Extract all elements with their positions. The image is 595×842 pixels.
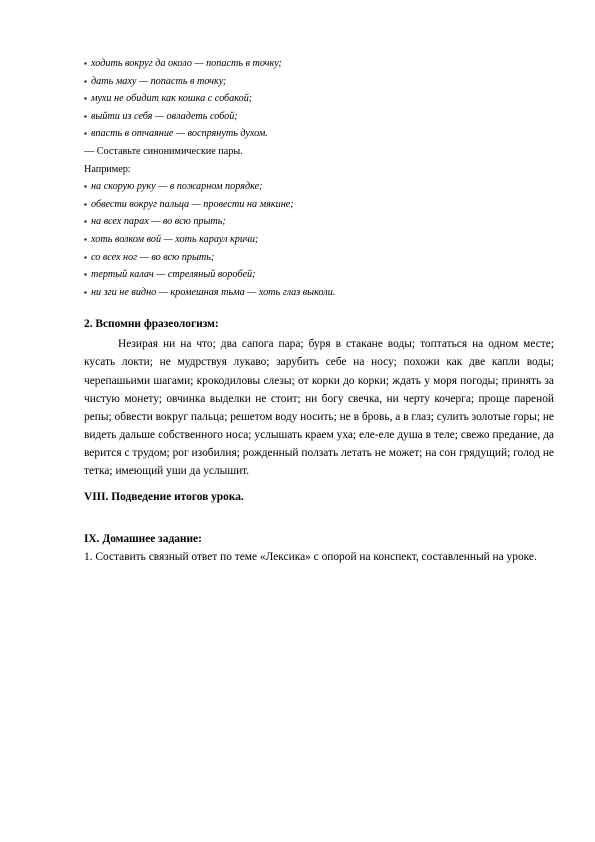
list-item <box>84 196 554 214</box>
antonym-pairs-list <box>84 55 554 143</box>
bullet-icon: ▪ <box>84 252 87 262</box>
list-item-text: со всех ног — во всю прыть; <box>91 251 215 263</box>
bullet-icon: ▪ <box>84 270 87 280</box>
section-heading-summary: VIII. Подведение итогов урока. <box>84 491 244 504</box>
list-item <box>84 284 554 302</box>
list-item-text: ходить вокруг да около — попасть в точку; <box>91 58 282 69</box>
example-label: Например: <box>84 163 131 175</box>
list-item-text: хоть волком вой — хоть караул кричи; <box>91 233 259 245</box>
list-item <box>84 266 554 284</box>
list-item <box>84 231 554 249</box>
list-item-text: впасть в отчаяние — воспрянуть духом. <box>91 128 268 140</box>
list-item <box>84 108 554 126</box>
list-item-text: выйти из себя — овладеть собой; <box>91 110 238 122</box>
section-heading-phraseology: 2. Вспомни фразеологизм: <box>84 318 219 331</box>
list-item-text: тертый калач — стреляный воробей; <box>91 269 256 281</box>
bullet-icon: ▪ <box>84 94 87 104</box>
bullet-icon: ▪ <box>84 234 87 244</box>
homework-paragraph: 1. Составить связный ответ по теме «Лексика» с опорой на конспект, составленный на уроке. <box>84 551 537 564</box>
list-item-text: ни зги не видно — кромешная тьма — хоть глаз выколи. <box>91 286 336 298</box>
list-item <box>84 90 554 108</box>
task-instruction: — Составьте синонимические пары. <box>84 145 243 157</box>
list-item <box>84 73 554 91</box>
bullet-icon: ▪ <box>84 111 87 121</box>
bullet-icon: ▪ <box>84 76 87 86</box>
list-item-text: обвести вокруг пальца — провести на мякине; <box>91 198 294 210</box>
list-item <box>84 125 554 143</box>
phraseology-paragraph: Незирая ни на что; два сапога пара; буря в стакане воды; топтаться на одном месте; кусать локти; не мудрствуя лукаво; зарубить себе на носу; похожи как две капли воды; черепашьими шагами; крокодиловы слезы; от корки до корки; ждать у моря погоды; принять за чистую монету; овчинка выделки не стоит; ни богу свечка, ни черту кочерга; проще пареной репы; обвести вокруг пальца; решетом воду носить; не в бровь, а в глаз; сулить золотые горы; не видеть дальше собственного носа; услышать краем уха; еле-еле душа в теле; свежо предание, да верится с трудом; рог изобилия; рожденный ползать летать не может; на сон грядущий; голод не тетка; имеющий уши да услышит. <box>84 338 554 477</box>
list-item <box>84 178 554 196</box>
list-item <box>84 213 554 231</box>
list-item <box>84 249 554 267</box>
list-item-text: на всех парах — во всю прыть; <box>91 216 226 228</box>
synonym-pairs-list <box>84 178 554 301</box>
bullet-icon: ▪ <box>84 287 87 297</box>
list-item-text: дать маху — попасть в точку; <box>91 75 227 87</box>
list-item-text: на скорую руку — в пожарном порядке; <box>91 181 263 193</box>
list-item <box>84 55 554 73</box>
bullet-icon: ▪ <box>84 59 87 68</box>
bullet-icon: ▪ <box>84 129 87 139</box>
bullet-icon: ▪ <box>84 199 87 209</box>
section-heading-homework: IX. Домашнее задание: <box>84 533 202 546</box>
bullet-icon: ▪ <box>84 217 87 227</box>
bullet-icon: ▪ <box>84 182 87 192</box>
document-page <box>84 55 554 566</box>
list-item-text: мухи не обидит как кошка с собакой; <box>91 93 253 105</box>
